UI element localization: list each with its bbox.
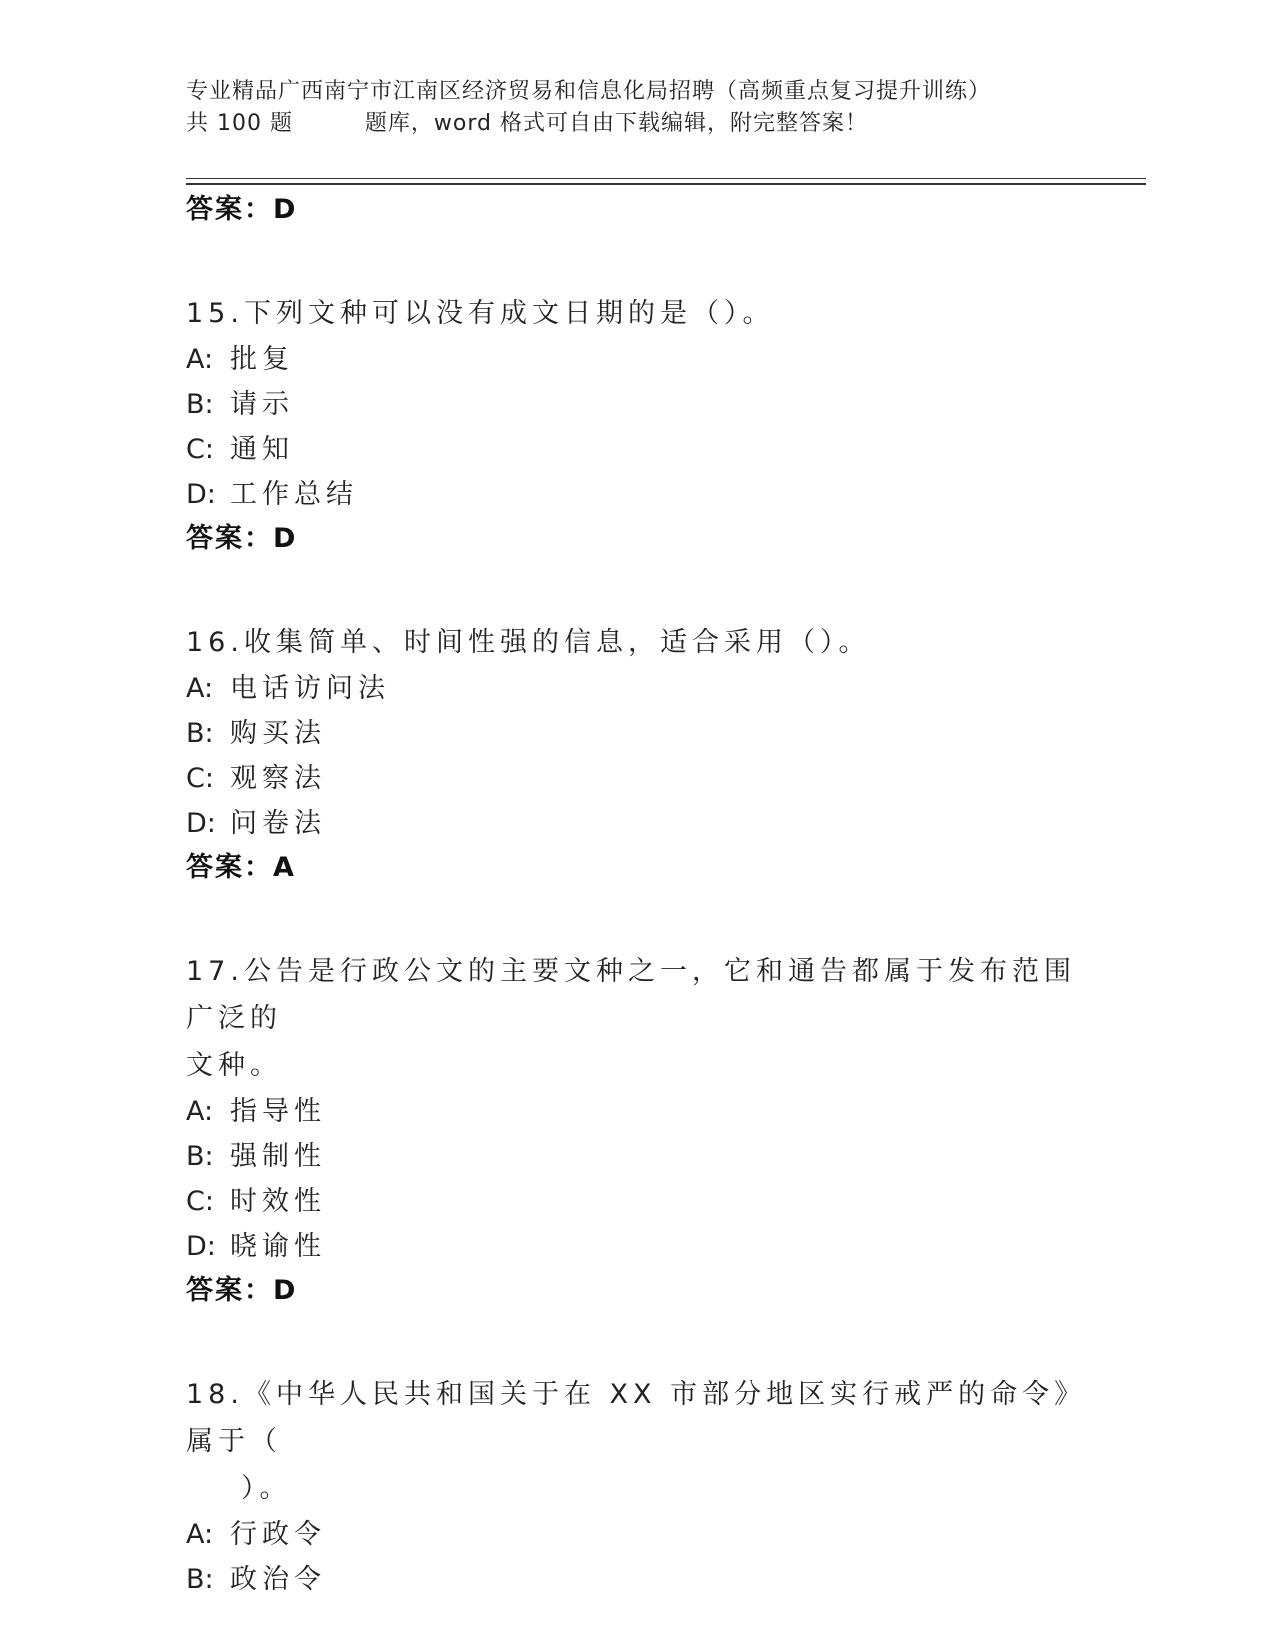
option-key: C: <box>186 1186 214 1217</box>
option-text: 指导性 <box>230 1096 326 1127</box>
question-15-option-c <box>186 427 1086 472</box>
spacer <box>186 561 1086 609</box>
question-17-option-a <box>186 1089 1086 1134</box>
option-text: 通知 <box>230 434 294 465</box>
option-text: 批复 <box>230 344 294 375</box>
answer-value: A <box>273 852 296 883</box>
question-17-stem <box>186 938 1086 1089</box>
option-text: 强制性 <box>230 1141 326 1172</box>
header-rule-thick <box>186 183 1146 185</box>
question-18-stem <box>186 1361 1086 1512</box>
question-16-stem: 16.收集简单、时间性强的信息，适合采用（）。 <box>186 627 871 658</box>
option-text: 购买法 <box>230 718 326 749</box>
answer-value: D <box>273 1275 298 1306</box>
answer-q17 <box>186 1269 1086 1313</box>
question-15-option-b <box>186 382 1086 427</box>
option-text: 行政令 <box>230 1519 326 1550</box>
option-key: C: <box>186 434 214 465</box>
option-key: A: <box>186 1096 214 1127</box>
option-key: B: <box>186 1141 214 1172</box>
page-header <box>186 76 1086 140</box>
answer-label: 答案： <box>186 1275 273 1306</box>
question-15-option-d <box>186 472 1086 517</box>
option-text: 请示 <box>230 389 294 420</box>
option-key: A: <box>186 344 214 375</box>
answer-value: D <box>273 194 298 225</box>
option-key: B: <box>186 389 214 420</box>
question-17-option-b <box>186 1134 1086 1179</box>
answer-label: 答案： <box>186 852 273 883</box>
question-list <box>186 188 1086 1602</box>
question-18-option-b <box>186 1557 1086 1602</box>
question-15-stem: 15.下列文种可以没有成文日期的是（）。 <box>186 298 775 329</box>
answer-label: 答案： <box>186 523 273 554</box>
option-key: D: <box>186 808 216 839</box>
option-key: B: <box>186 1564 214 1595</box>
option-key: D: <box>186 479 216 510</box>
option-text: 工作总结 <box>230 479 358 510</box>
question-17-stem-line2: 文种。 <box>186 1050 282 1081</box>
header-rule-thin <box>186 178 1146 179</box>
option-text: 观察法 <box>230 763 326 794</box>
question-18-stem-line1: 18.《中华人民共和国关于在 XX 市部分地区实行戒严的命令》属于（ <box>186 1379 1073 1457</box>
question-16-option-d <box>186 801 1086 846</box>
question-15-option-a <box>186 337 1086 382</box>
question-16-option-c <box>186 756 1086 801</box>
option-key: D: <box>186 1231 216 1262</box>
header-title-line1: 专业精品广西南宁市江南区经济贸易和信息化局招聘（高频重点复习提升训练） <box>186 79 992 104</box>
option-key: A: <box>186 1519 214 1550</box>
question-17-option-d <box>186 1224 1086 1269</box>
option-text: 时效性 <box>230 1186 326 1217</box>
option-text: 晓谕性 <box>230 1231 326 1262</box>
option-key: A: <box>186 673 214 704</box>
header-title-line2: 共 100 题 题库，word 格式可自由下载编辑，附完整答案！ <box>186 111 868 136</box>
question-17-stem-line1: 17.公告是行政公文的主要文种之一，它和通告都属于发布范围广泛的 <box>186 956 1076 1034</box>
spacer <box>186 1313 1086 1361</box>
option-key: B: <box>186 718 214 749</box>
answer-q14 <box>186 188 1086 232</box>
question-16-option-b <box>186 711 1086 756</box>
answer-value: D <box>273 523 298 554</box>
question-17-option-c <box>186 1179 1086 1224</box>
answer-label: 答案： <box>186 194 273 225</box>
spacer <box>186 232 1086 280</box>
option-text: 问卷法 <box>230 808 326 839</box>
answer-q16 <box>186 846 1086 890</box>
option-text: 政治令 <box>230 1564 326 1595</box>
question-18-option-a <box>186 1512 1086 1557</box>
answer-q15 <box>186 517 1086 561</box>
option-key: C: <box>186 763 214 794</box>
option-text: 电话访问法 <box>230 673 390 704</box>
question-18-stem-line2: ）。 <box>241 1473 292 1504</box>
question-16-option-a <box>186 666 1086 711</box>
spacer <box>186 890 1086 938</box>
